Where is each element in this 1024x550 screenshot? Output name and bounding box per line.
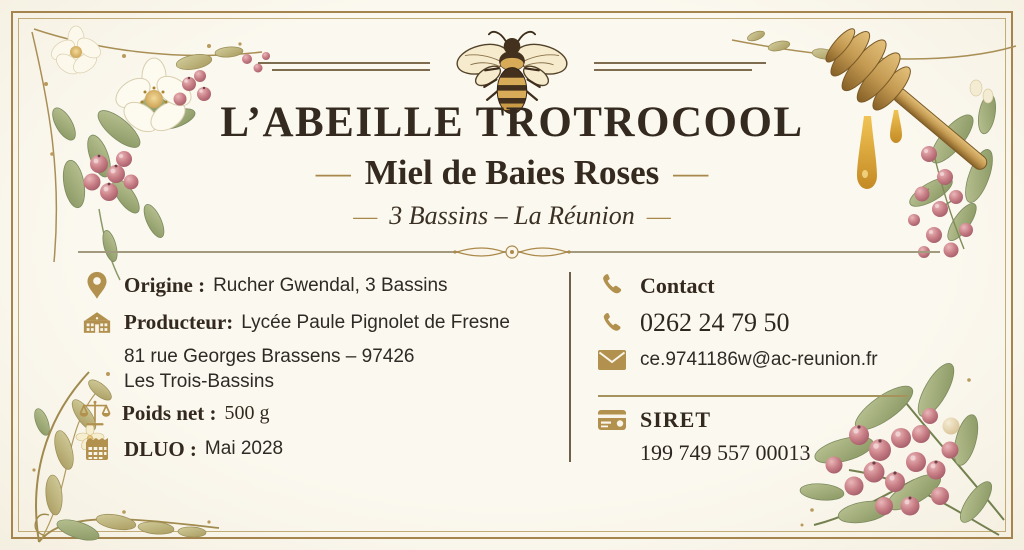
header-rule-left-bottom: [272, 69, 430, 71]
envelope-icon: [596, 349, 628, 371]
phone-number: 0262 24 79 50: [640, 308, 790, 337]
divider-ornament: [452, 240, 572, 264]
phone-icon: [596, 311, 628, 336]
brand-title: L’ABEILLE TROTROCOOL: [220, 99, 804, 146]
balance-scale-icon: [78, 399, 112, 427]
siret-label: SIRET: [640, 407, 712, 432]
column-divider: [569, 272, 571, 462]
producer-address-line2: Les Trois-Bassins: [124, 371, 274, 392]
phone-icon: [596, 272, 628, 299]
producer-row: [80, 310, 510, 335]
header-rule-left-top: [258, 62, 430, 64]
producer-address-line1: 81 rue Georges Brassens – 97426: [124, 346, 415, 367]
product-subtitle: [0, 153, 1024, 193]
net-weight-value: 500 g: [224, 401, 270, 424]
siret-number: 199 749 557 00013: [640, 440, 811, 465]
siret-separator: [598, 395, 908, 397]
location-tagline: [0, 201, 1024, 231]
origin-label: Origine :: [124, 273, 206, 297]
contact-heading: Contact: [640, 272, 715, 298]
white-flower-small: [48, 26, 104, 78]
location-tagline-text: 3 Bassins – La Réunion: [389, 201, 635, 230]
net-weight-row: [78, 399, 270, 427]
origin-row: [80, 271, 448, 300]
net-weight-label: Poids net :: [122, 400, 217, 425]
producer-value: Lycée Paule Pignolet de Fresne: [241, 311, 510, 333]
dluo-value: Mai 2028: [204, 438, 284, 459]
contact-heading-row: [596, 272, 715, 299]
location-pin-icon: [80, 271, 114, 300]
school-building-icon: [80, 310, 114, 335]
dluo-row: [80, 436, 283, 462]
siret-row: [596, 407, 711, 433]
producer-label: Producteur:: [124, 310, 234, 334]
dash-left: —: [353, 204, 378, 230]
calendar-icon: [80, 436, 114, 462]
phone-row: [596, 308, 790, 338]
header-rule-right-bottom: [594, 69, 752, 71]
dash-left: —: [315, 153, 351, 192]
email-row: [596, 349, 878, 371]
dash-right: —: [646, 204, 671, 230]
header-rule-right-top: [594, 62, 766, 64]
origin-value: Rucher Gwendal, 3 Bassins: [213, 274, 448, 296]
id-card-icon: [596, 409, 628, 431]
dash-right: —: [673, 153, 709, 192]
dluo-label: DLUO :: [124, 436, 197, 461]
product-subtitle-text: Miel de Baies Roses: [364, 153, 660, 192]
email-address: ce.9741186w@ac-reunion.fr: [640, 349, 878, 370]
